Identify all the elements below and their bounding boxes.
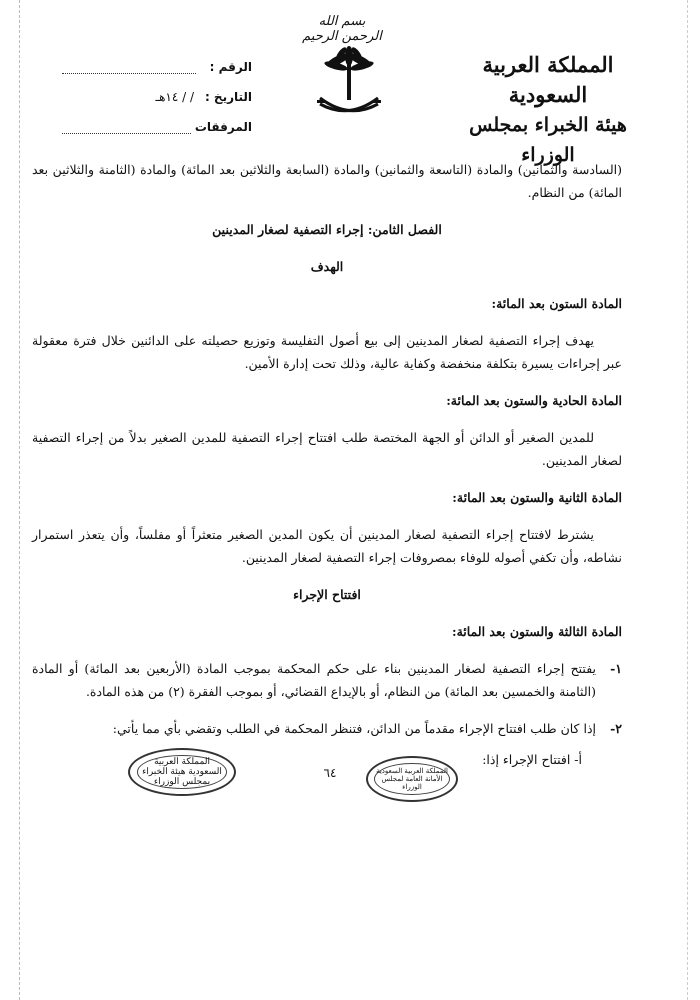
article-161-text: للمدين الصغير أو الدائن أو الجهة المختصة طلب افتتاح إجراء التصفية للمدين الصغير بدلاً من إجراء التصفية لصغار المدينين. xyxy=(32,430,622,468)
article-163-item-2a: أ- افتتاح الإجراء إذا: xyxy=(482,752,582,767)
scan-margin-right xyxy=(687,0,688,1000)
authority-seal-stamp xyxy=(128,748,236,796)
date-label: التاريخ : xyxy=(204,90,252,104)
scan-margin-left xyxy=(19,0,20,1000)
item-text: يفتتح إجراء التصفية لصغار المدينين بناء على حكم المحكمة بموجب المادة (الأربعين بعد المائة) أو المادة (الثامنة والخمسين بعد المائة) من النظام، أو بالإيداع القضائي، أو بموجب الفقرة (٢) من هذه المادة. xyxy=(32,661,596,699)
article-163-item-1 xyxy=(32,657,622,703)
authority-name: هيئة الخبراء بمجلس الوزراء xyxy=(469,114,627,166)
chapter-title: الفصل الثامن: إجراء التصفية لصغار المدينين xyxy=(212,222,442,237)
section-heading-opening: افتتاح الإجراء xyxy=(293,587,361,602)
reference-block xyxy=(62,52,252,142)
saudi-emblem-icon xyxy=(314,42,384,122)
attachments-blank xyxy=(62,121,191,134)
ref-row xyxy=(62,52,252,82)
secretariat-seal-stamp xyxy=(366,756,458,802)
article-161-title: المادة الحادية والستون بعد المائة: xyxy=(446,393,622,408)
seal-text: المملكة العربية السعودية هيئة الخبراء بمجلس الوزراء xyxy=(137,755,226,789)
kingdom-name: المملكة العربية السعودية xyxy=(482,52,614,107)
item-number: ٢- xyxy=(610,721,622,736)
article-163-item-2 xyxy=(32,717,622,740)
article-163-title: المادة الثالثة والستون بعد المائة: xyxy=(451,624,622,639)
attachments-row xyxy=(62,112,252,142)
item-number: ١- xyxy=(610,661,622,676)
article-160-text: يهدف إجراء التصفية لصغار المدينين إلى بيع أصول التفليسة وتوزيع حصيلته على الدائنين خلال فترة معقولة عبر إجراءات يسيرة بتكلفة منخفضة وكفاية عالية، وذلك تحت إدارة الأمين. xyxy=(32,333,622,371)
attachments-label: المرفقات xyxy=(194,120,252,134)
article-160-title: المادة الستون بعد المائة: xyxy=(491,296,622,311)
seal-text: المملكة العربية السعودية الأمانة العامة لمجلس الوزراء xyxy=(374,763,450,795)
document-body xyxy=(32,158,622,771)
page-number: ٦٤ xyxy=(323,766,337,780)
ref-label: الرقم : xyxy=(209,60,252,74)
article-162-title: المادة الثانية والستون بعد المائة: xyxy=(452,490,622,505)
basmala-calligraphy: بسم الله الرحمن الرحيم xyxy=(302,14,382,44)
intro-paragraph: (السادسة والثمانين) والمادة (التاسعة والثمانين) والمادة (السابعة والثلاثين بعد المائة) والمادة (الثامنة والثلاثين بعد المائة) من النظام. xyxy=(32,162,622,200)
date-row xyxy=(62,82,252,112)
article-162-text: يشترط لافتتاح إجراء التصفية لصغار المدينين أن يكون المدين الصغير متعثراً أو مفلساً، وأن يتعذر استمرار نشاطه، وأن تكفي أصوله للوفاء بمصروفات إجراء التصفية لصغار المدينين. xyxy=(32,527,622,565)
date-value: / / ١٤هـ xyxy=(155,90,194,104)
ref-blank xyxy=(62,61,196,74)
section-heading-goal: الهدف xyxy=(310,259,344,274)
issuer-heading xyxy=(448,50,648,170)
item-text: إذا كان طلب افتتاح الإجراء مقدماً من الدائن، فتنظر المحكمة في الطلب وتقضي بأي مما يأتي: xyxy=(112,721,596,736)
